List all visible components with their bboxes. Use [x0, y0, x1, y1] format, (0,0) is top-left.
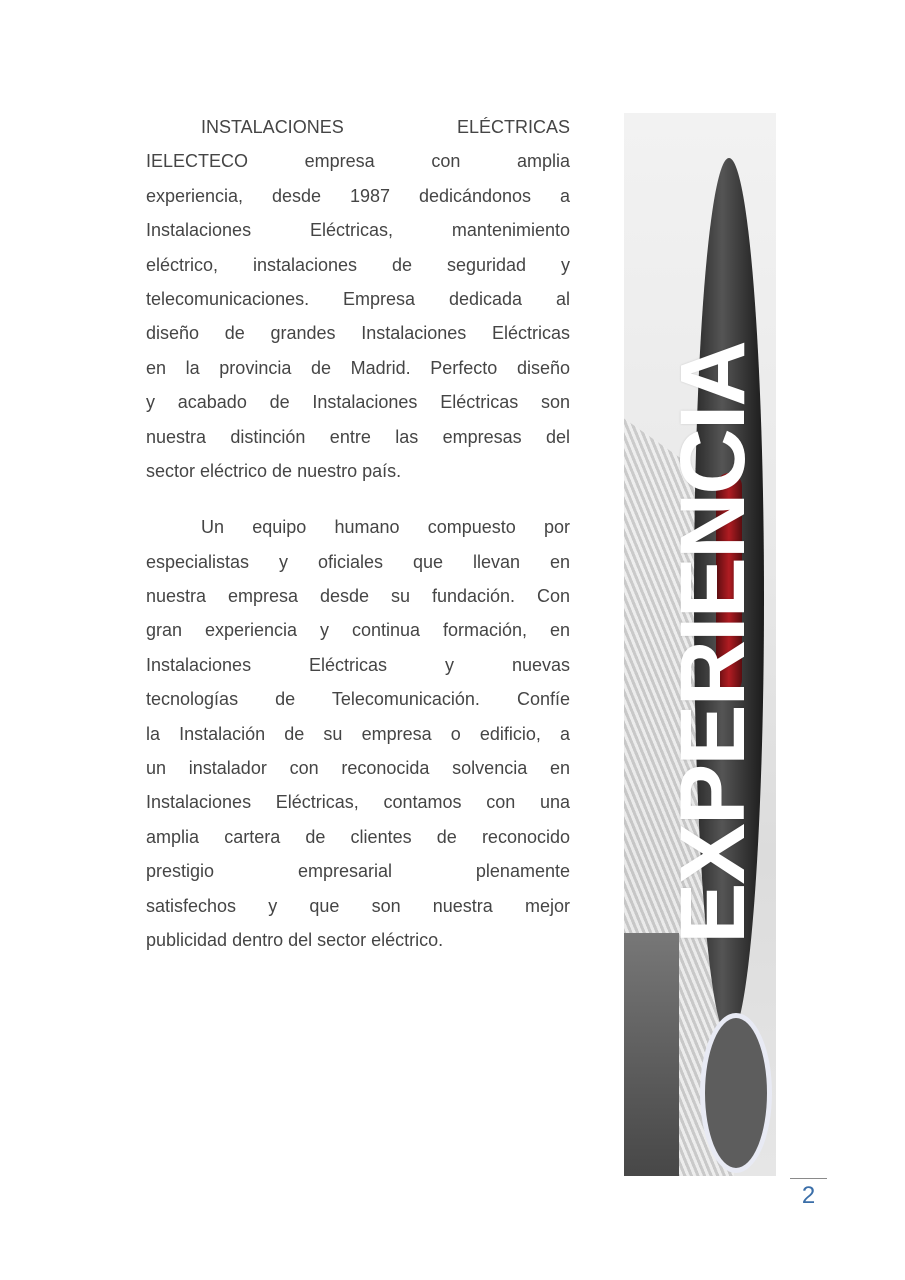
- text-line: en la provincia de Madrid. Perfecto diseño: [146, 357, 570, 378]
- body-text: [146, 110, 570, 979]
- lower-fixture: [700, 1013, 772, 1173]
- text-line: Instalaciones Eléctricas, mantenimiento: [146, 220, 570, 241]
- paragraph: [146, 110, 570, 488]
- text-line: nuestra empresa desde su fundación. Con: [146, 586, 570, 607]
- text-line: un instalador con reconocida solvencia en: [146, 758, 570, 779]
- text-line: satisfechos y que son nuestra mejor: [146, 895, 570, 916]
- text-line: nuestra distinción entre las empresas del: [146, 426, 570, 447]
- text-line: tecnologías de Telecomunicación. Confíe: [146, 689, 570, 710]
- text-line: INSTALACIONES ELÉCTRICAS: [201, 117, 570, 137]
- text-line: eléctrico, instalaciones de seguridad y: [146, 254, 570, 275]
- text-line: diseño de grandes Instalaciones Eléctricas: [146, 323, 570, 344]
- text-line: Instalaciones Eléctricas y nuevas: [146, 654, 570, 675]
- text-line: Un equipo humano compuesto por: [201, 517, 570, 538]
- text-line: IELECTECO empresa con amplia: [146, 151, 570, 172]
- sidebar-title: EXPERIENCIA: [662, 342, 764, 944]
- text-line: la Instalación de su empresa o edificio, a: [146, 723, 570, 744]
- text-line: prestigio empresarial plenamente: [146, 861, 570, 882]
- text-line: publicidad dentro del sector eléctrico.: [146, 929, 444, 950]
- text-line: amplia cartera de clientes de reconocido: [146, 826, 570, 847]
- text-line: especialistas y oficiales que llevan en: [146, 551, 570, 572]
- text-line: telecomunicaciones. Empresa dedicada al: [146, 288, 570, 309]
- page-number-rule: [790, 1178, 827, 1179]
- text-line: sector eléctrico de nuestro país.: [146, 460, 402, 481]
- text-line: gran experiencia y continua formación, en: [146, 620, 570, 641]
- shadow-panel: [624, 933, 679, 1176]
- page-number: 2: [801, 1182, 816, 1209]
- paragraph: [146, 510, 570, 957]
- text-line: Instalaciones Eléctricas, contamos con una: [146, 792, 570, 813]
- text-line: y acabado de Instalaciones Eléctricas son: [146, 392, 570, 413]
- text-line: experiencia, desde 1987 dedicándonos a: [146, 185, 570, 206]
